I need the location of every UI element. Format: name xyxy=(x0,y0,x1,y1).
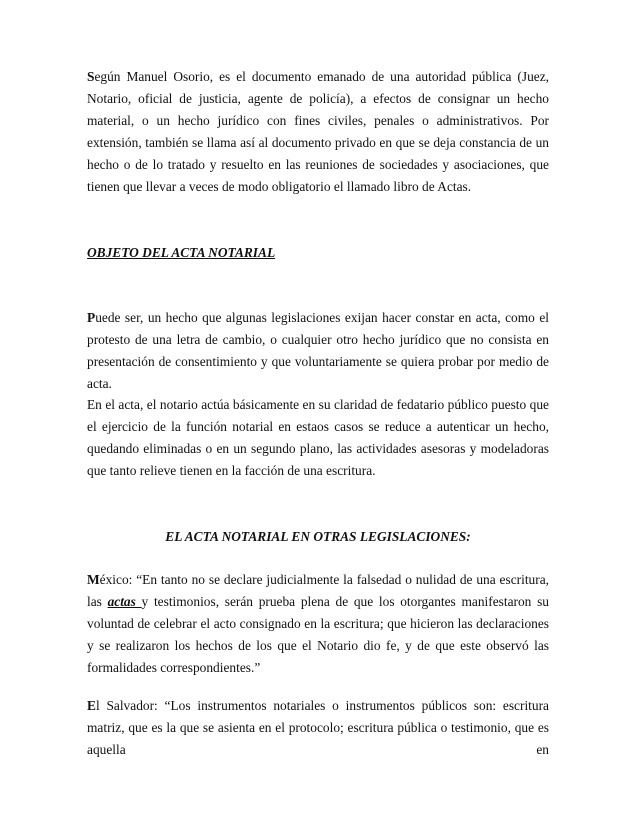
section-heading-legislaciones xyxy=(87,526,549,548)
section-heading-text: EL ACTA NOTARIAL EN OTRAS LEGISLACIONES: xyxy=(165,529,471,544)
paragraph-definition xyxy=(87,66,549,198)
paragraph-lead-letter: M xyxy=(87,572,100,587)
paragraph-text: l Salvador: “Los instrumentos notariales o instrumentos públicos son: escritura matriz, que es la que se asienta en el protocolo; escritura pública o testimonio, que es aquella en xyxy=(87,698,549,757)
paragraph-el-salvador xyxy=(87,695,549,761)
paragraph-lead-letter: P xyxy=(87,310,96,325)
paragraph-text: uede ser, un hecho que algunas legislaciones exijan hacer constar en acta, como el protesto de una letra de cambio, o cualquier otro hecho jurídico que no consista en presentación de consentimiento y que voluntariamente se quiera probar por medio de acta. xyxy=(87,310,549,391)
paragraph-mexico xyxy=(87,569,549,679)
paragraph-lead-letter: E xyxy=(87,698,96,713)
section-heading-text: OBJETO DEL ACTA NOTARIAL xyxy=(87,245,276,260)
paragraph-lead-letter: S xyxy=(87,69,95,84)
paragraph-text: y testimonios, serán prueba plena de que los otorgantes manifestaron su voluntad de celebrar el acto consignado en la escritura; que hicieron las declaraciones y se realizaron los hechos de los que el Notario dio fe, y de que este observó las formalidades correspondientes.” xyxy=(87,594,549,675)
paragraph-text: egún Manuel Osorio, es el documento emanado de una autoridad pública (Juez, Notario, oficial de justicia, agente de policía), a efectos de consignar un hecho material, o un hecho jurídico con fines civiles, penales o administrativos. Por extensión, también se llama así al documento privado en que se deja constancia de un hecho o de lo tratado y resuelto en las reuniones de sociedades y asociaciones, que tienen que llevar a veces de modo obligatorio el llamado libro de Actas. xyxy=(87,69,549,194)
paragraph-acta-notario xyxy=(87,394,549,482)
paragraph-text: éxico: “En tanto no se declare judicialmente la falsedad o nulidad de una escritura, las xyxy=(87,572,549,609)
emphasized-word: actas xyxy=(107,594,142,609)
section-heading-objeto xyxy=(87,242,549,264)
paragraph-objeto xyxy=(87,307,549,395)
paragraph-text: En el acta, el notario actúa básicamente en su claridad de fedatario público puesto que el ejercicio de la función notarial en estaos casos se reduce a autenticar un hecho, quedando eliminadas o en un segundo plano, las actividades asesoras y modeladoras que tanto relieve tienen en la facción de una escritura. xyxy=(87,397,549,478)
